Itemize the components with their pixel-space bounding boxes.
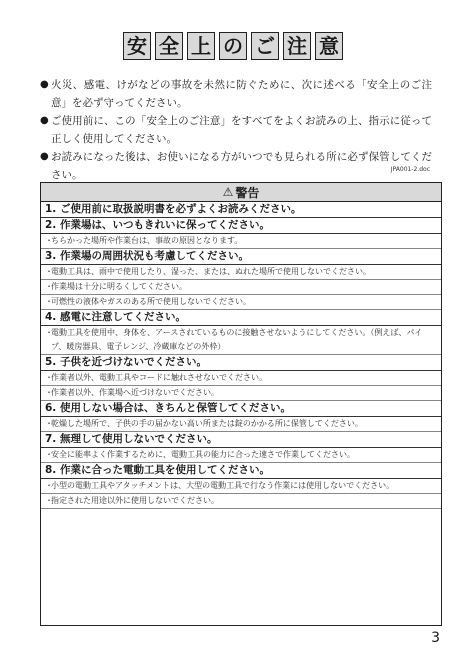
title-char: 安 xyxy=(123,32,151,60)
middle-dot-icon: ・ xyxy=(45,388,53,397)
intro-text: お読みになった後は、お使いになる方がいつでも見られる所に必ず保管してください。 xyxy=(51,151,432,181)
section-line xyxy=(41,295,441,310)
middle-dot-icon: ・ xyxy=(45,267,53,276)
middle-dot-icon: ・ xyxy=(45,481,53,490)
bullet-icon: ● xyxy=(40,151,49,162)
section-line-text: 作業場は十分に明るくしてください。 xyxy=(51,282,187,291)
section-line xyxy=(41,479,441,494)
bullet-icon: ● xyxy=(40,115,49,126)
warning-box xyxy=(40,182,442,626)
title-char: 上 xyxy=(187,32,215,60)
section-line-text: 安全に能率よく作業するために、電動工具の能力に合った速さで作業してください。 xyxy=(51,450,355,459)
middle-dot-icon: ・ xyxy=(45,419,53,428)
warning-heading: 警告 xyxy=(235,185,260,200)
section-line xyxy=(41,371,441,386)
title-char: 注 xyxy=(283,32,311,60)
section-heading: 1. ご使用前に取扱説明書を必ずよくお読みください。 xyxy=(41,202,441,218)
middle-dot-icon: ・ xyxy=(45,450,53,459)
warning-header xyxy=(41,183,441,202)
warning-sections xyxy=(41,202,441,509)
page-number: 3 xyxy=(431,630,440,646)
bullet-icon: ● xyxy=(40,79,49,90)
section-line xyxy=(41,386,441,401)
intro-item xyxy=(40,112,432,148)
section-heading: 4. 感電に注意してください。 xyxy=(41,310,441,326)
section-line-text: 電動工具を使用中、身体を、アースされているものに接触させないようにしてください。（例えば、パイプ、暖房器具、電子レンジ、冷蔵庫などの外枠） xyxy=(51,328,423,351)
middle-dot-icon: ・ xyxy=(45,328,53,337)
section-line-text: 作業者以外、作業場へ近づけないでください。 xyxy=(51,388,219,397)
middle-dot-icon: ・ xyxy=(45,297,53,306)
section-heading: 5. 子供を近づけないでください。 xyxy=(41,355,441,371)
doc-id: JPA001-2.doc xyxy=(390,166,430,173)
page-title xyxy=(0,32,466,60)
section-line xyxy=(41,448,441,463)
intro-text: 火災、感電、けがなどの事故を未然に防ぐために、次に述べる「安全上のご注意」を必ず守ってください。 xyxy=(51,79,432,109)
middle-dot-icon: ・ xyxy=(45,496,53,505)
intro-item xyxy=(40,76,432,112)
section-line xyxy=(41,417,441,432)
section-heading: 7. 無理して使用しないでください。 xyxy=(41,432,441,448)
section-line-text: 可燃性の液体やガスのある所で使用しないでください。 xyxy=(51,297,251,306)
section-line-text: 小型の電動工具やアタッチメントは、大型の電動工具で行なう作業には使用しないでください。 xyxy=(51,481,395,490)
title-char: 全 xyxy=(155,32,183,60)
section-heading: 8. 作業に合った電動工具を使用してください。 xyxy=(41,463,441,479)
title-char: ご xyxy=(251,32,279,60)
section-line xyxy=(41,234,441,249)
section-line xyxy=(41,326,441,355)
middle-dot-icon: ・ xyxy=(45,282,53,291)
section-heading: 6. 使用しない場合は、きちんと保管してください。 xyxy=(41,401,441,417)
section-line-text: 電動工具は、雨中で使用したり、湿った、または、ぬれた場所で使用しないでください。 xyxy=(51,267,371,276)
section-line xyxy=(41,280,441,295)
middle-dot-icon: ・ xyxy=(45,236,53,245)
title-char: 意 xyxy=(315,32,343,60)
section-line xyxy=(41,494,441,509)
section-heading: 2. 作業場は、いつもきれいに保ってください。 xyxy=(41,218,441,234)
section-line-text: 作業者以外、電動工具やコードに触れさせないでください。 xyxy=(51,373,267,382)
intro-text: ご使用前に、この「安全上のご注意」をすべてをよくお読みの上、指示に従って正しく使用してください。 xyxy=(51,115,432,145)
section-line-text: 指定された用途以外に使用しないでください。 xyxy=(51,496,219,505)
section-line-text: ちらかった場所や作業台は、事故の原因となります。 xyxy=(51,236,243,245)
section-heading: 3. 作業場の周囲状況も考慮してください。 xyxy=(41,249,441,265)
section-line-text: 乾燥した場所で、子供の手の届かない高い所または錠のかかる所に保管してください。 xyxy=(51,419,363,428)
middle-dot-icon: ・ xyxy=(45,373,53,382)
section-line xyxy=(41,265,441,280)
warning-triangle-icon: ⚠ xyxy=(222,185,234,199)
title-char: の xyxy=(219,32,247,60)
